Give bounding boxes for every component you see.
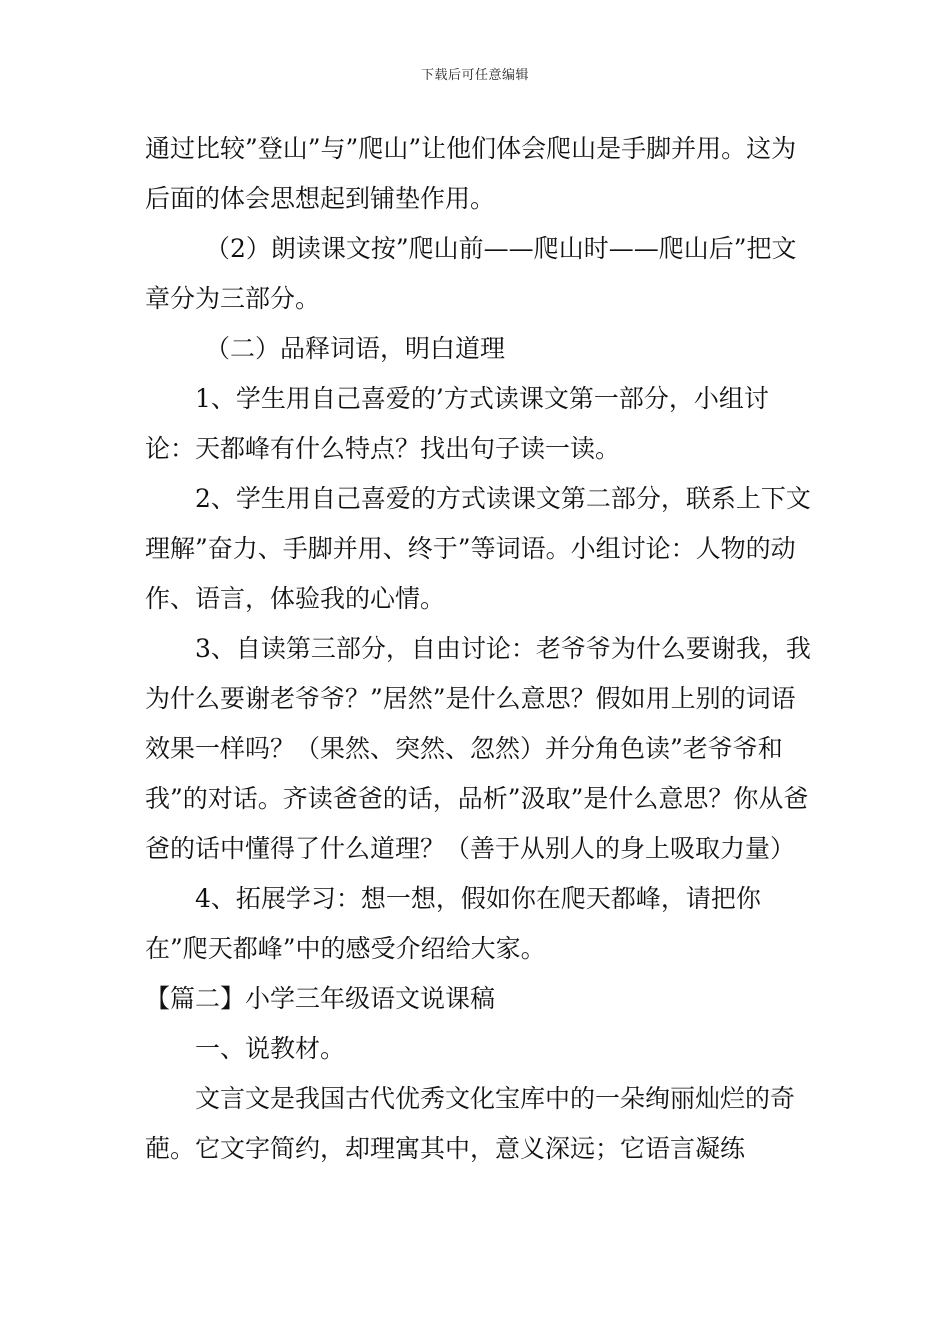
paragraph-classical-chinese: 文言文是我国古代优秀文化宝库中的一朵绚丽灿烂的奇葩。它文字简约，却理寓其中，意义深远；它语言凝练	[145, 1084, 796, 1163]
paragraph-read-aloud: （2）朗读课文按”爬山前——爬山时——爬山后”把文章分为三部分。	[145, 234, 797, 313]
section-heading-interpret-words: （二）品释词语，明白道理	[205, 334, 506, 363]
paragraph-item-3: 3、自读第三部分，自由讨论：老爷爷为什么要谢我，我为什么要谢老爷爷？”居然”是什么意思？假如用上别的词语效果一样吗？（果然、突然、忽然）并分角色读”老爷爷和我”的对话。齐读爸爸的话，品析”汲取”是什么意思？你从爸爸的话中懂得了什么道理？（善于从别人的身上吸取力量）	[145, 634, 811, 863]
paragraph-compare-climbing: 通过比较”登山”与”爬山”让他们体会爬山是手脚并用。这为后面的体会思想起到铺垫作用。	[145, 134, 797, 213]
paragraph-item-2: 2、学生用自己喜爱的方式读课文第二部分，联系上下文理解”奋力、手脚并用、终于”等词语。小组讨论：人物的动作、语言，体验我的心情。	[145, 484, 811, 613]
paragraph-item-1: 1、学生用自己喜爱的’方式读课文第一部分，小组讨论：天都峰有什么特点？找出句子读一读。	[145, 384, 769, 463]
document-body	[145, 124, 815, 1174]
article-title-part-two: 【篇二】小学三年级语文说课稿	[145, 984, 496, 1013]
paragraph-item-4: 4、拓展学习：想一想，假如你在爬天都峰，请把你在”爬天都峰”中的感受介绍给大家。	[145, 884, 761, 963]
section-heading-textbook: 一、说教材。	[195, 1034, 346, 1063]
page-header: 下载后可任意编辑	[420, 68, 529, 83]
